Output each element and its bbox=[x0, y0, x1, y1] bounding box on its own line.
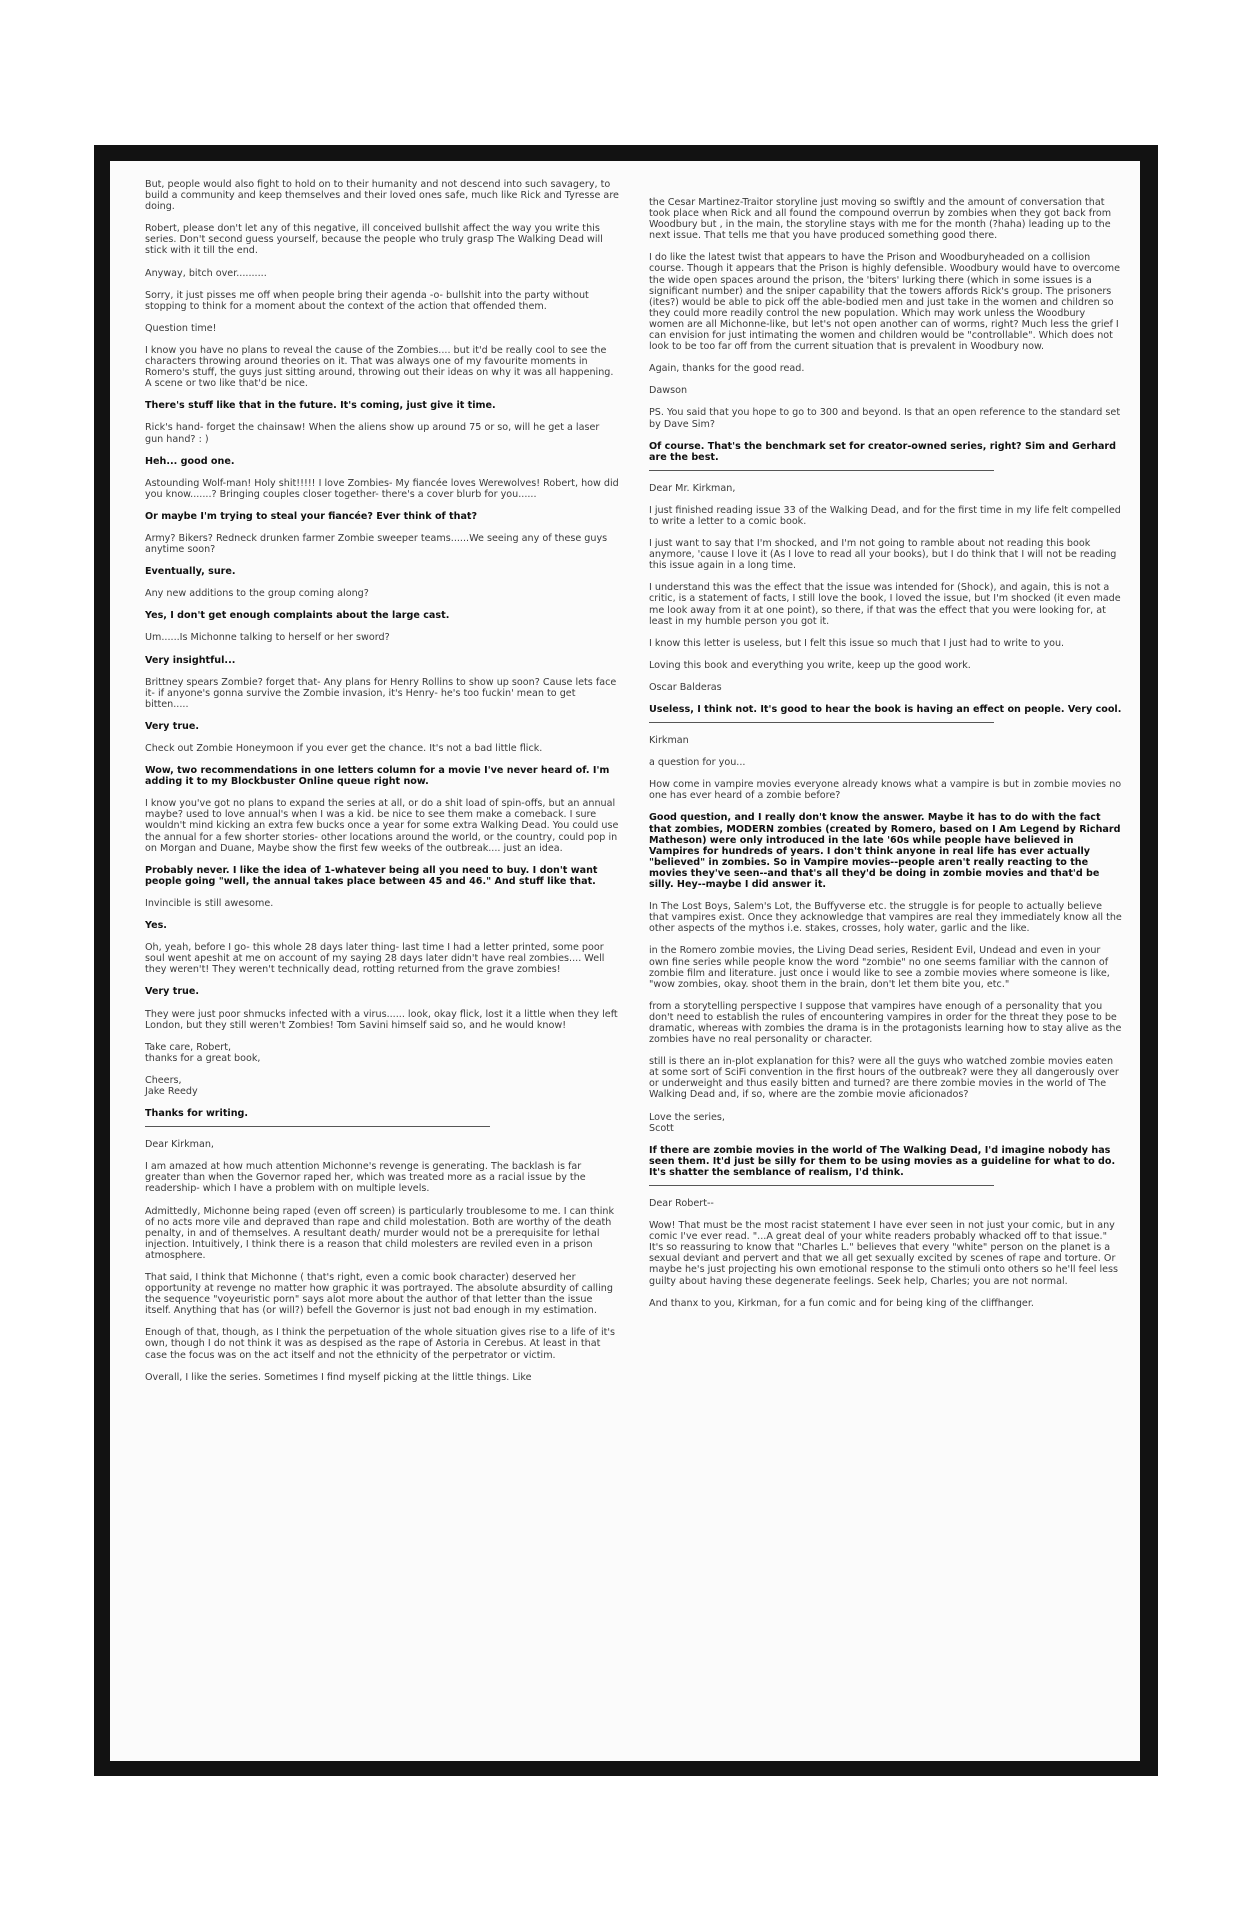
editor-reply: Of course. That's the benchmark set for creator-owned series, right? Sim and Gerhard are the best. bbox=[649, 440, 1117, 463]
letter-paragraph: Cheers, Jake Reedy bbox=[145, 1074, 198, 1097]
letter-paragraph: Overall, I like the series. Sometimes I find myself picking at the little things. Like bbox=[145, 1371, 532, 1383]
editor-reply: Eventually, sure. bbox=[145, 566, 236, 578]
letter-paragraph: Dear Kirkman, bbox=[145, 1139, 214, 1151]
letter-paragraph: Invincible is still awesome. bbox=[145, 897, 274, 909]
letter-paragraph: Rick's hand- forget the chainsaw! When the aliens show up around 75 or so, will he get a laser gun hand? : ) bbox=[145, 422, 600, 445]
letter-paragraph: a question for you... bbox=[649, 757, 746, 769]
letter-paragraph: Any new additions to the group coming along? bbox=[145, 588, 369, 600]
letter-paragraph: I am amazed at how much attention Michonne's revenge is generating. The backlash is far greater than when the Governor raped her, which was treated more as a racial issue by the readership- which I have a problem with on multiple levels. bbox=[145, 1161, 586, 1195]
section-divider bbox=[649, 1185, 994, 1186]
letter-paragraph: I know you've got no plans to expand the series at all, or do a shit load of spin-offs, but an annual maybe? used to love annual's when I was a kid. be nice to see them make a comeback. I sure wouldn't mind kicking an extra few bucks once a year for some extra Walking Dead. You could use the annual for a few shorter stories- other locations around the world, or the country, could pop in on Morgan and Duane, Maybe show the first few weeks of the outbreak.... just an idea. bbox=[145, 798, 619, 854]
editor-reply: Very true. bbox=[145, 720, 200, 732]
letter-paragraph: They were just poor shmucks infected with a virus...... look, okay flick, lost it a little when they left London, but they still weren't Zombies! Tom Savini himself said so, and he would know! bbox=[145, 1008, 618, 1031]
letter-paragraph: Loving this book and everything you write, keep up the good work. bbox=[649, 659, 971, 671]
letter-paragraph: Question time! bbox=[145, 322, 217, 334]
letter-paragraph: And thanx to you, Kirkman, for a fun comic and for being king of the cliffhanger. bbox=[649, 1297, 1034, 1309]
letter-paragraph: Dear Robert-- bbox=[649, 1198, 714, 1209]
letter-paragraph: Oh, yeah, before I go- this whole 28 days later thing- last time I had a letter printed, some poor soul went apeshit at me on account of my saying 28 days later didn't have real zombies.... Well they weren't! They weren't technically dead, rotting returned from the grave zombies! bbox=[145, 942, 605, 976]
editor-reply: Yes, I don't get enough complaints about the large cast. bbox=[145, 610, 450, 622]
black-page-border bbox=[94, 145, 1158, 1776]
editor-reply: Yes. bbox=[145, 920, 167, 932]
letter-paragraph: Brittney spears Zombie? forget that- Any plans for Henry Rollins to show up soon? Cause lets face it- if anyone's gonna survive the Zombie invasion, it's Henry- he's too fuckin' mean to get bitten..... bbox=[145, 676, 617, 710]
letter-paragraph: I just finished reading issue 33 of the Walking Dead, and for the first time in my life felt compelled to write a letter to a comic book. bbox=[649, 504, 1121, 527]
editor-reply: Very insightful... bbox=[145, 654, 236, 666]
letter-paragraph: still is there an in-plot explanation for this? were all the guys who watched zombie movies eaten at some sort of SciFi convention in the first hours of the outbreak? were they all dangerously over or underweight and thus easily bitten and turned? are there zombie movies in the world of The Walking Dead and, if so, where are the zombie movie aficionados? bbox=[649, 1056, 1119, 1101]
letter-paragraph: How come in vampire movies everyone already knows what a vampire is but in zombie movies no one has ever heard of a zombie before? bbox=[649, 779, 1122, 802]
letter-paragraph: Take care, Robert, thanks for a great book, bbox=[145, 1041, 261, 1064]
letter-paragraph: I know this letter is useless, but I felt this issue so much that I just had to write to you. bbox=[649, 637, 1065, 649]
letter-paragraph: But, people would also fight to hold on to their humanity and not descend into such savagery, to build a community and keep themselves and their loved ones safe, much like Rick and Tyresse are doing. bbox=[145, 179, 619, 213]
letter-paragraph: Check out Zombie Honeymoon if you ever get the chance. It's not a bad little flick. bbox=[145, 743, 543, 754]
letter-paragraph: Um......Is Michonne talking to herself or her sword? bbox=[145, 632, 390, 644]
letter-paragraph: Dawson bbox=[649, 385, 688, 397]
section-divider bbox=[649, 722, 994, 723]
letter-paragraph: Admittedly, Michonne being raped (even off screen) is particularly troublesome to me. I can think of no acts more vile and depraved than rape and child molestation. Both are worthy of the death penalty, in and of themselves. A resultant death/ murder would not be a prerequisite for lethal injection. Intuitively, I think there is a reason that child molesters are reviled even in a prison atmosphere. bbox=[145, 1205, 615, 1261]
editor-reply: Thanks for writing. bbox=[145, 1108, 249, 1120]
letter-paragraph: from a storytelling perspective I suppose that vampires have enough of a personality that you don't need to establish the rules of encountering vampires in order for the threat they pose to be dramatic, whereas with zombies the drama is in the protagonists learning how to stay alive as the zombies have no real personality or character. bbox=[649, 1000, 1122, 1046]
letter-paragraph: Dear Mr. Kirkman, bbox=[649, 482, 736, 494]
letter-paragraph: Again, thanks for the good read. bbox=[649, 363, 805, 375]
letter-paragraph: I know you have no plans to reveal the cause of the Zombies.... but it'd be really cool to see the characters throwing around theories on it. That was always one of my favourite moments in Romero's stuff, the guys just sitting around, throwing out their ideas on why it was all happening. A scene or two like that'd be nice. bbox=[145, 344, 614, 390]
letter-paragraph: Kirkman bbox=[649, 735, 689, 747]
letter-paragraph: That said, I think that Michonne ( that's right, even a comic book character) deserved her opportunity at revenge no matter how graphic it was portrayed. The absolute absurdity of calling the sequence "voyeuristic porn" says alot more about the author of that letter than the issue itself. Anything that has (or will?) befell the Governor is just not bad enough in my estimation. bbox=[145, 1272, 613, 1317]
letters-page bbox=[110, 161, 1140, 1761]
letter-paragraph: Anyway, bitch over.......... bbox=[145, 267, 267, 279]
letter-paragraph: Astounding Wolf-man! Holy shit!!!!! I love Zombies- My fiancée loves Werewolves! Robert, how did you know.......? Bringing couples closer together- there's a cover blurb for you...... bbox=[145, 477, 619, 500]
editor-reply: Or maybe I'm trying to steal your fiancée? Ever think of that? bbox=[145, 510, 478, 522]
editor-reply: There's stuff like that in the future. It's coming, just give it time. bbox=[145, 400, 496, 412]
editor-reply: Good question, and I really don't know the answer. Maybe it has to do with the fact that zombies, MODERN zombies (created by Romero, based on I Am Legend by Richard Matheson) were only introduced in the late '60s while people have believed in Vampires for hundreds of years. I don't think anyone in real life has ever actually "believed" in zombies. So in Vampire movies--people aren't really reacting to the movies they've seen--and that's all they'd be doing in zombie movies and that'd be silly. Hey--maybe I did answer it. bbox=[649, 812, 1121, 891]
section-divider bbox=[145, 1126, 490, 1127]
letter-paragraph: Robert, please don't let any of this negative, ill conceived bullshit affect the way you write this series. Don't second guess yourself, because the people who truly grasp The Walking Dead will stick with it till the end. bbox=[145, 223, 603, 257]
editor-reply: Probably never. I like the idea of 1-whatever being all you need to buy. I don't want people going "well, the annual takes place between 45 and 46." And stuff like that. bbox=[145, 864, 598, 887]
letter-paragraph: Sorry, it just pisses me off when people bring their agenda -o- bullshit into the party without stopping to think for a moment about the context of the action that offended them. bbox=[145, 289, 589, 312]
editor-reply: Wow, two recommendations in one letters column for a movie I've never heard of. I'm adding it to my Blockbuster Online queue right now. bbox=[145, 765, 610, 788]
letter-paragraph: I do like the latest twist that appears to have the Prison and Woodburyheaded on a collision course. Though it appears that the Prison is highly defensible. Woodbury would have to overcome the wide open spaces around the prison, the 'biters' lurking there (which in some issues is a significant number) and the sniper capability that the towers affords Rick's group. The prisoners (ites?) would be able to pick off the able-bodied men and just take in the women and children so they could more readily control the new population. Which may work unless the Woodbury women are all Michonne-like, but let's not open another can of worms, right? Much less the grief I can envision for just intimating the women and children would be "controllable". Which does not look to be too far off from the current situation that is prevalent in Woodbury now. bbox=[649, 252, 1120, 353]
editor-reply: Very true. bbox=[145, 986, 200, 998]
letter-paragraph: Wow! That must be the most racist statement I have ever seen in not just your comic, but in any comic I've ever read. "...A great deal of your white readers probably whacked off to that issue." It's so reassuring to know that "Charles L." believes that every "white" person on the planet is a sexual deviant and pervert and that we all get sexually excited by scenes of rape and torture. Or maybe he's just projecting his own emotional response to the stimuli onto others so he'll feel less guilty about having these degenerate feelings. Seek help, Charles; you are not normal. bbox=[649, 1220, 1119, 1287]
editor-reply: Useless, I think not. It's good to hear the book is having an effect on people. Very cool. bbox=[649, 704, 1122, 715]
right-column bbox=[649, 197, 1123, 1320]
letter-paragraph: Oscar Balderas bbox=[649, 681, 722, 693]
letter-paragraph: the Cesar Martinez-Traitor storyline just moving so swiftly and the amount of conversation that took place when Rick and all found the compound overrun by zombies when they got back from Woodbury but , in the main, the storyline stays with me for the month (?haha) leading up to the next issue. That tells me that you have produced something good there. bbox=[649, 197, 1112, 242]
letter-paragraph: Enough of that, though, as I think the perpetuation of the whole situation gives rise to a life of it's own, though I do not think it was as despised as the rape of Astoria in Cerebus. At least in that case the focus was on the act itself and not the ethnicity of the perpetrator or victim. bbox=[145, 1327, 616, 1361]
letter-paragraph: I just want to say that I'm shocked, and I'm not going to ramble about not reading this book anymore, 'cause I love it (As I love to read all your books), but I do think that I will not be reading this issue again in a long time. bbox=[649, 538, 1117, 572]
letter-paragraph: PS. You said that you hope to go to 300 and beyond. Is that an open reference to the standard set by Dave Sim? bbox=[649, 407, 1121, 430]
letter-paragraph: I understand this was the effect that the issue was intended for (Shock), and again, this is not a critic, is a statement of facts, I still love the book, I loved the issue, but I'm shocked (it even made me look away from it at one point), so there, if that was the effect that you were looking for, at least in my humble person you got it. bbox=[649, 582, 1121, 627]
letter-paragraph: In The Lost Boys, Salem's Lot, the Buffyverse etc. the struggle is for people to actually believe that vampires exist. Once they acknowledge that vampires are real they immediately know all the other aspects of the mythos i.e. stakes, crosses, holy water, garlic and the like. bbox=[649, 901, 1122, 935]
editor-reply: Heh... good one. bbox=[145, 455, 235, 467]
section-divider bbox=[649, 470, 994, 471]
letter-paragraph: in the Romero zombie movies, the Living Dead series, Resident Evil, Undead and even in your own fine series while people know the word "zombie" no one seems familiar with the cannon of zombie film and literature. just once i would like to see a zombie movies where someone is like, "wow zombies, okay. shoot them in the brain, don't let them bite you, etc." bbox=[649, 945, 1110, 990]
left-column bbox=[145, 179, 619, 1394]
editor-reply: If there are zombie movies in the world of The Walking Dead, I'd imagine nobody has seen them. It'd just be silly for them to be using movies as a guideline for what to do. It's shatter the semblance of realism, I'd think. bbox=[649, 1144, 1116, 1178]
letter-paragraph: Army? Bikers? Redneck drunken farmer Zombie sweeper teams......We seeing any of these guys anytime soon? bbox=[145, 532, 608, 556]
letter-paragraph: Love the series, Scott bbox=[649, 1111, 725, 1134]
